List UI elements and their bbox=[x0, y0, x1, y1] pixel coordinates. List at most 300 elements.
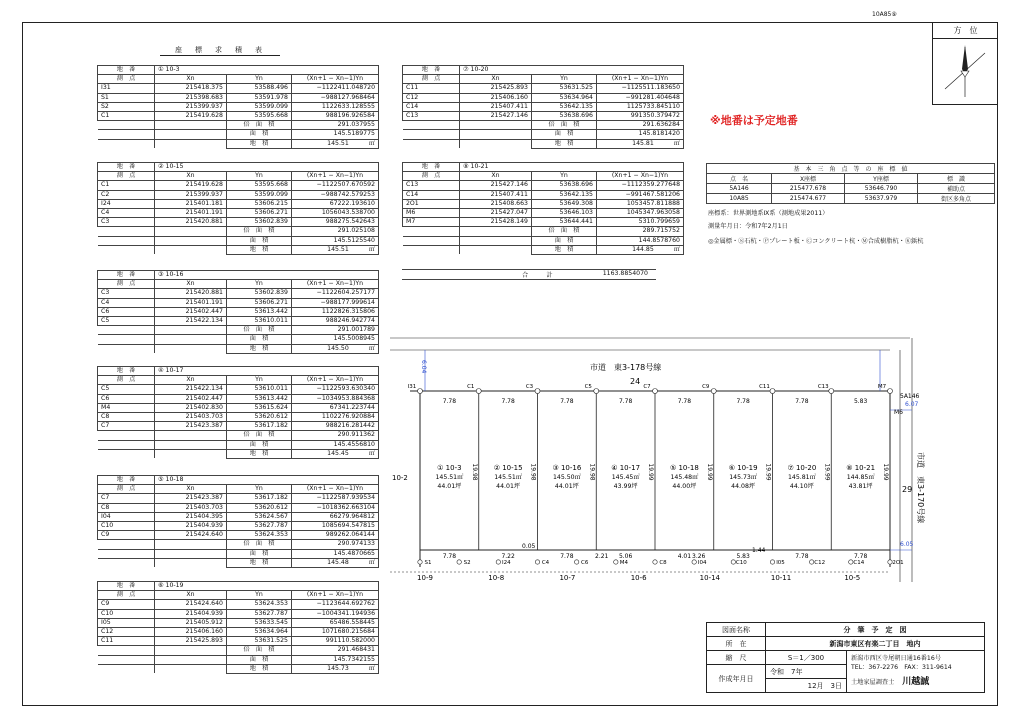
summary-number: 291.037955 bbox=[337, 121, 375, 129]
table-cell: 215399.937 bbox=[155, 102, 227, 111]
area-unit: ㎡ bbox=[368, 664, 375, 672]
table-cell: −1122593.630340 bbox=[292, 385, 379, 394]
point-label: C6 bbox=[580, 560, 589, 566]
north-arrow-icon bbox=[933, 39, 997, 103]
monument-legend: ◎金属標・Ⓢ石杭・Ⓟプレート板・Ⓒコンクリート杭・Ⓜ合成樹脂杭・Ⓚ鋲杭 bbox=[708, 238, 924, 245]
table-cell: 53638.696 bbox=[532, 181, 597, 190]
blank-cell bbox=[155, 449, 227, 458]
table-cell: 53599.099 bbox=[227, 190, 292, 199]
benchmark-header: 点 名 bbox=[707, 174, 772, 184]
table-cell: C2 bbox=[98, 190, 155, 199]
table-cell: 215402.830 bbox=[155, 403, 227, 412]
table-row bbox=[98, 199, 379, 208]
boundary-marker bbox=[535, 389, 540, 394]
formula-header: (Xn+1 − Xn−1)Yn bbox=[292, 485, 379, 494]
table-cell: 215403.703 bbox=[155, 503, 227, 512]
table-cell: C7 bbox=[98, 494, 155, 503]
table-cell: 215419.628 bbox=[155, 181, 227, 190]
lot-number: ④ 10-17 bbox=[155, 367, 379, 376]
summary-number: 145.4556810 bbox=[333, 440, 375, 448]
table-row bbox=[98, 494, 379, 503]
xn-header: Xn bbox=[460, 172, 532, 181]
point-header: 測 点 bbox=[98, 485, 155, 494]
lot-frontage-label: 7.78 bbox=[795, 398, 809, 405]
table-cell: −1123644.692762 bbox=[292, 600, 379, 609]
table-cell: C11 bbox=[403, 84, 460, 93]
survey-date-note: 測量年月日：令和7年2月1日 bbox=[708, 223, 788, 230]
point-label: C7 bbox=[643, 384, 651, 390]
blank-cell bbox=[98, 549, 155, 558]
lot-tsubo-label: 44.01坪 bbox=[496, 483, 521, 490]
blank-cell bbox=[98, 130, 155, 139]
table-row bbox=[403, 111, 684, 120]
table-cell: 1102276.920884 bbox=[292, 412, 379, 421]
table-row bbox=[403, 102, 684, 111]
table-cell: C11 bbox=[98, 637, 155, 646]
lot-frontage-label: 7.78 bbox=[442, 398, 457, 405]
benchmark-header: X座標 bbox=[772, 174, 845, 184]
lot-frontage-label: 7.78 bbox=[618, 398, 633, 405]
table-cell: C12 bbox=[403, 93, 460, 102]
table-cell: 215428.149 bbox=[460, 218, 532, 227]
benchmark-table bbox=[706, 163, 995, 204]
point-header: 測 点 bbox=[403, 75, 460, 84]
summary-value bbox=[292, 431, 379, 440]
table-cell: 53595.668 bbox=[227, 111, 292, 120]
coordinate-table bbox=[97, 162, 379, 255]
summary-number: 289.715752 bbox=[642, 227, 680, 235]
point-label: S1 bbox=[424, 560, 432, 566]
road-width-west: 6.04 bbox=[420, 360, 427, 374]
table-cell: C14 bbox=[403, 102, 460, 111]
table-cell: 53638.696 bbox=[532, 111, 597, 120]
table-cell: −1125511.183650 bbox=[597, 84, 684, 93]
neighbor-lot-label: 10-9 bbox=[417, 574, 433, 582]
table-cell: 53627.787 bbox=[227, 521, 292, 530]
lot-number-label: ④ 10-17 bbox=[611, 464, 641, 472]
table-cell: C10 bbox=[98, 521, 155, 530]
table-cell: 1122633.128555 bbox=[292, 102, 379, 111]
summary-value bbox=[597, 236, 684, 245]
office-tel: TEL：367-2276 FAX：311-9614 bbox=[851, 664, 952, 671]
lot-tsubo-label: 44.10坪 bbox=[789, 483, 814, 490]
table-cell: 215402.447 bbox=[155, 307, 227, 316]
point-header: 測 点 bbox=[98, 172, 155, 181]
table-cell: 53642.135 bbox=[532, 102, 597, 111]
table-cell: −1122587.939534 bbox=[292, 494, 379, 503]
table-row bbox=[98, 531, 379, 540]
yn-header: Yn bbox=[227, 280, 292, 289]
table-row bbox=[98, 181, 379, 190]
xn-header: Xn bbox=[155, 376, 227, 385]
summary-number: 290.974133 bbox=[337, 540, 375, 548]
road-width-east-top: 6.07 bbox=[905, 401, 919, 408]
blank-cell bbox=[403, 245, 460, 254]
blank-cell bbox=[155, 549, 227, 558]
boundary-marker bbox=[653, 389, 658, 394]
blank-cell bbox=[155, 236, 227, 245]
table-cell: −1018362.663104 bbox=[292, 503, 379, 512]
table-cell: 53613.442 bbox=[227, 394, 292, 403]
lot-depth-label: 19.98 bbox=[470, 463, 478, 481]
table-cell: C5 bbox=[98, 316, 155, 325]
east-road-number: 29 bbox=[902, 485, 913, 494]
boundary-marker bbox=[770, 389, 775, 394]
table-cell: 215423.387 bbox=[155, 422, 227, 431]
total-label: 合 計 bbox=[522, 272, 559, 279]
summary-label: 倍 面 積 bbox=[227, 121, 292, 130]
table-cell: C4 bbox=[98, 298, 155, 307]
yn-header: Yn bbox=[227, 485, 292, 494]
boundary-marker bbox=[888, 389, 893, 394]
table-row bbox=[403, 181, 684, 190]
table-cell: 215404.939 bbox=[155, 609, 227, 618]
formula-header: (Xn+1 − Xn−1)Yn bbox=[597, 75, 684, 84]
lot-frontage-label: 7.78 bbox=[736, 398, 750, 405]
summary-number: 145.51 bbox=[327, 139, 349, 147]
table-cell: 991110.582000 bbox=[292, 637, 379, 646]
table-cell: 215401.181 bbox=[155, 199, 227, 208]
lot-rear-label: 4.01 bbox=[677, 553, 692, 560]
table-cell: 53642.135 bbox=[532, 190, 597, 199]
xn-header: Xn bbox=[155, 75, 227, 84]
point-label: C11 bbox=[759, 384, 770, 390]
lot-number-label: ⑥ 10-19 bbox=[728, 464, 758, 472]
summary-number: 145.8181420 bbox=[638, 130, 680, 138]
area-unit: ㎡ bbox=[673, 139, 680, 147]
drawing-name: 分 筆 予 定 図 bbox=[766, 623, 985, 637]
table-cell: −988127.968464 bbox=[292, 93, 379, 102]
point-label: C1 bbox=[467, 384, 475, 390]
lot-number-label: ⑦ 10-20 bbox=[787, 464, 817, 472]
table-cell: 65486.558445 bbox=[292, 618, 379, 627]
sheet-code: 10A85⑨ bbox=[872, 11, 897, 18]
lot-header: 地 番 bbox=[98, 163, 155, 172]
summary-label: 倍 面 積 bbox=[227, 431, 292, 440]
lot-rear-label: 7.22 bbox=[501, 553, 515, 560]
coordinate-table bbox=[97, 65, 379, 149]
blank-cell bbox=[98, 245, 155, 254]
subdivision-map bbox=[390, 322, 950, 592]
lot-depth-label: 19.99 bbox=[882, 463, 889, 481]
table-row bbox=[98, 93, 379, 102]
lot-header: 地 番 bbox=[403, 66, 460, 75]
lot-area-label: 145.81㎡ bbox=[787, 474, 816, 481]
table-cell: 53634.964 bbox=[532, 93, 597, 102]
lot-tsubo-label: 44.00坪 bbox=[672, 483, 697, 490]
blank-cell bbox=[155, 227, 227, 236]
table-cell: 215418.375 bbox=[155, 84, 227, 93]
point-label: C10 bbox=[735, 560, 747, 566]
blank-cell bbox=[98, 655, 155, 664]
point-label: C13 bbox=[817, 384, 829, 390]
table-cell: −988742.579253 bbox=[292, 190, 379, 199]
table-cell: 215398.683 bbox=[155, 93, 227, 102]
summary-label: 倍 面 積 bbox=[532, 227, 597, 236]
summary-value bbox=[597, 121, 684, 130]
blank-cell bbox=[155, 121, 227, 130]
table-cell: 53624.353 bbox=[227, 531, 292, 540]
table-cell: 988246.942774 bbox=[292, 316, 379, 325]
lot-header: 地 番 bbox=[98, 476, 155, 485]
lot-frontage-label: 7.78 bbox=[560, 398, 574, 405]
summary-label: 倍 面 積 bbox=[227, 227, 292, 236]
area-unit: ㎡ bbox=[368, 139, 375, 147]
summary-label: 面 積 bbox=[227, 549, 292, 558]
table-cell: S1 bbox=[98, 93, 155, 102]
formula-header: (Xn+1 − Xn−1)Yn bbox=[292, 75, 379, 84]
table-row bbox=[98, 618, 379, 627]
blank-cell bbox=[98, 236, 155, 245]
lot-tsubo-label: 44.08坪 bbox=[731, 483, 756, 490]
lot-tsubo-label: 44.01坪 bbox=[437, 483, 462, 490]
blank-cell bbox=[98, 440, 155, 449]
table-cell: 2O1 bbox=[403, 199, 460, 208]
lot-number: ⑤ 10-18 bbox=[155, 476, 379, 485]
table-cell: 215399.937 bbox=[155, 190, 227, 199]
table-cell: 1053457.811888 bbox=[597, 199, 684, 208]
boundary-marker bbox=[535, 560, 539, 564]
table-cell: 53610.011 bbox=[227, 385, 292, 394]
blank-cell bbox=[98, 646, 155, 655]
table-row bbox=[98, 422, 379, 431]
compass-label: 方 位 bbox=[933, 23, 998, 39]
table-cell: 215422.134 bbox=[155, 316, 227, 325]
blank-cell bbox=[403, 139, 460, 148]
neighbor-lot-label: 10-6 bbox=[630, 574, 647, 582]
summary-label: 面 積 bbox=[532, 130, 597, 139]
summary-label: 面 積 bbox=[227, 335, 292, 344]
summary-value bbox=[292, 326, 379, 335]
lot-number: ⑧ 10-21 bbox=[460, 163, 684, 172]
lot-tsubo-label: 43.81坪 bbox=[848, 483, 873, 490]
summary-value bbox=[292, 236, 379, 245]
summary-number: 291.025108 bbox=[337, 227, 375, 235]
table-cell: I04 bbox=[98, 512, 155, 521]
point-label: C12 bbox=[814, 560, 826, 566]
area-unit: ㎡ bbox=[368, 344, 375, 352]
table-cell: 53617.182 bbox=[227, 422, 292, 431]
summary-label: 倍 面 積 bbox=[227, 326, 292, 335]
dim-label: 0.05 bbox=[522, 543, 536, 550]
table-cell: 215402.447 bbox=[155, 394, 227, 403]
blank-cell bbox=[155, 655, 227, 664]
lot-tsubo-label: 44.01坪 bbox=[554, 483, 579, 490]
table-cell: C9 bbox=[98, 531, 155, 540]
lot-rear-label: 5.06 bbox=[618, 553, 633, 560]
table-cell: 1125733.845110 bbox=[597, 102, 684, 111]
table-cell: 215427.146 bbox=[460, 181, 532, 190]
table-cell: 53649.308 bbox=[532, 199, 597, 208]
table-cell: I31 bbox=[98, 84, 155, 93]
xn-header: Xn bbox=[155, 485, 227, 494]
table-cell: 53633.545 bbox=[227, 618, 292, 627]
blank-cell bbox=[155, 540, 227, 549]
table-cell: 1085694.547815 bbox=[292, 521, 379, 530]
summary-value bbox=[292, 655, 379, 664]
point-header: 測 点 bbox=[403, 172, 460, 181]
table-cell: −1112359.277648 bbox=[597, 181, 684, 190]
summary-label: 倍 面 積 bbox=[227, 540, 292, 549]
table-cell: 53615.624 bbox=[227, 403, 292, 412]
table-cell: C3 bbox=[98, 218, 155, 227]
area-unit: ㎡ bbox=[673, 245, 680, 253]
lot-depth-label: 19.99 bbox=[705, 463, 713, 481]
point-label: I24 bbox=[502, 560, 511, 566]
point-header: 測 点 bbox=[98, 75, 155, 84]
lot-number-label: ① 10-3 bbox=[437, 464, 462, 472]
scale: S＝1／300 bbox=[766, 651, 847, 665]
date-month-day: 12月 3日 bbox=[766, 679, 847, 693]
table-cell: C13 bbox=[403, 181, 460, 190]
boundary-marker bbox=[711, 389, 716, 394]
table-cell: 53617.182 bbox=[227, 494, 292, 503]
lot-number: ⑦ 10-20 bbox=[460, 66, 684, 75]
table-cell: 53620.612 bbox=[227, 412, 292, 421]
point-header: 測 点 bbox=[98, 376, 155, 385]
table-cell: 215425.893 bbox=[460, 84, 532, 93]
table-cell: M4 bbox=[98, 403, 155, 412]
blank-cell bbox=[98, 121, 155, 130]
benchmark-cell: 215477.678 bbox=[772, 184, 845, 194]
table-cell: 991350.379472 bbox=[597, 111, 684, 120]
yn-header: Yn bbox=[227, 75, 292, 84]
summary-value bbox=[597, 130, 684, 139]
area-unit: ㎡ bbox=[368, 245, 375, 253]
table-cell: C10 bbox=[98, 609, 155, 618]
summary-value bbox=[292, 646, 379, 655]
table-row bbox=[98, 190, 379, 199]
blank-cell bbox=[155, 335, 227, 344]
blank-cell bbox=[460, 236, 532, 245]
boundary-marker bbox=[829, 389, 834, 394]
benchmark-cell: 215474.677 bbox=[772, 194, 845, 204]
point-header: 測 点 bbox=[98, 591, 155, 600]
table-cell: 53646.103 bbox=[532, 208, 597, 217]
table-row bbox=[98, 609, 379, 618]
lot-depth-label: 19.98 bbox=[529, 463, 537, 481]
table-cell: C6 bbox=[98, 394, 155, 403]
table-row bbox=[98, 298, 379, 307]
summary-number: 144.8578760 bbox=[638, 236, 680, 244]
point-header: 測 点 bbox=[98, 280, 155, 289]
summary-value bbox=[292, 139, 379, 148]
table-cell: 988196.926584 bbox=[292, 111, 379, 120]
summary-label: 面 積 bbox=[227, 655, 292, 664]
table-cell: 215423.387 bbox=[155, 494, 227, 503]
point-label: M4 bbox=[619, 560, 628, 566]
boundary-marker bbox=[574, 560, 578, 564]
neighbor-lot-label: 10-7 bbox=[559, 574, 576, 582]
coordinate-table bbox=[97, 270, 379, 354]
summary-label: 面 積 bbox=[227, 236, 292, 245]
benchmark-cell: 5A146 bbox=[707, 184, 772, 194]
coordinate-table bbox=[97, 475, 379, 568]
lot-header: 地 番 bbox=[403, 163, 460, 172]
blank-cell bbox=[155, 326, 227, 335]
blank-cell bbox=[460, 227, 532, 236]
lot-number-notice: ※地番は予定地番 bbox=[710, 114, 798, 127]
coordinate-table bbox=[402, 65, 684, 149]
table-row bbox=[403, 208, 684, 217]
table-row bbox=[98, 111, 379, 120]
point-label: C3 bbox=[525, 384, 534, 390]
yn-header: Yn bbox=[532, 172, 597, 181]
table-cell: 1045347.963058 bbox=[597, 208, 684, 217]
blank-cell bbox=[98, 664, 155, 673]
table-cell: I24 bbox=[98, 199, 155, 208]
table-row bbox=[98, 637, 379, 646]
summary-value bbox=[292, 664, 379, 673]
table-cell: 215420.881 bbox=[155, 218, 227, 227]
west-neighbor: 10-2 bbox=[392, 474, 408, 482]
table-cell: I05 bbox=[98, 618, 155, 627]
table-cell: 53610.011 bbox=[227, 316, 292, 325]
blank-cell bbox=[155, 431, 227, 440]
table-row bbox=[98, 289, 379, 298]
surveyor-name: 川越誠 bbox=[902, 677, 930, 687]
table-cell: 1071680.215684 bbox=[292, 627, 379, 636]
blank-cell bbox=[460, 139, 532, 148]
table-cell: 215407.411 bbox=[460, 190, 532, 199]
blank-cell bbox=[460, 245, 532, 254]
formula-header: (Xn+1 − Xn−1)Yn bbox=[597, 172, 684, 181]
point-label: 2O1 bbox=[892, 560, 904, 566]
point-label: I31 bbox=[407, 384, 417, 390]
blank-cell bbox=[155, 245, 227, 254]
lot-area-label: 145.51㎡ bbox=[494, 474, 523, 481]
table-cell: 53613.442 bbox=[227, 307, 292, 316]
date-era: 令和 7年 bbox=[766, 665, 847, 679]
lot-header: 地 番 bbox=[98, 582, 155, 591]
boundary-marker bbox=[809, 560, 813, 564]
table-cell: 215419.628 bbox=[155, 111, 227, 120]
summary-label: 倍 面 積 bbox=[532, 121, 597, 130]
blank-cell bbox=[460, 130, 532, 139]
table-cell: 53644.441 bbox=[532, 218, 597, 227]
table-cell: −988177.999614 bbox=[292, 298, 379, 307]
benchmark-header: 標 識 bbox=[918, 174, 995, 184]
benchmark-cell: 53637.979 bbox=[845, 194, 918, 204]
dim-label: 1.44 bbox=[752, 547, 766, 554]
summary-value bbox=[292, 540, 379, 549]
table-cell: 215420.881 bbox=[155, 289, 227, 298]
table-cell: 215404.939 bbox=[155, 521, 227, 530]
table-cell: 67341.223744 bbox=[292, 403, 379, 412]
table-cell: 1056043.538700 bbox=[292, 208, 379, 217]
summary-value bbox=[292, 130, 379, 139]
table-cell: C9 bbox=[98, 600, 155, 609]
xn-header: Xn bbox=[155, 172, 227, 181]
table-cell: 1122826.315806 bbox=[292, 307, 379, 316]
formula-header: (Xn+1 − Xn−1)Yn bbox=[292, 172, 379, 181]
table-row bbox=[403, 218, 684, 227]
coordinate-table bbox=[402, 162, 684, 255]
lot-rear-label: 5.83 bbox=[736, 553, 750, 560]
table-row bbox=[98, 307, 379, 316]
summary-number: 145.5008945 bbox=[333, 335, 375, 343]
table-cell: −1034953.884368 bbox=[292, 394, 379, 403]
lot-number-label: ② 10-15 bbox=[493, 464, 523, 472]
lot-number: ⑥ 10-19 bbox=[155, 582, 379, 591]
benchmark-cell: 補助点 bbox=[918, 184, 995, 194]
boundary-marker bbox=[418, 389, 423, 394]
summary-number: 145.5189775 bbox=[333, 130, 375, 138]
benchmark-cell: 10A85 bbox=[707, 194, 772, 204]
total-value: 1163.8854070 bbox=[602, 270, 648, 277]
blank-cell bbox=[403, 121, 460, 130]
table-cell: 215427.047 bbox=[460, 208, 532, 217]
